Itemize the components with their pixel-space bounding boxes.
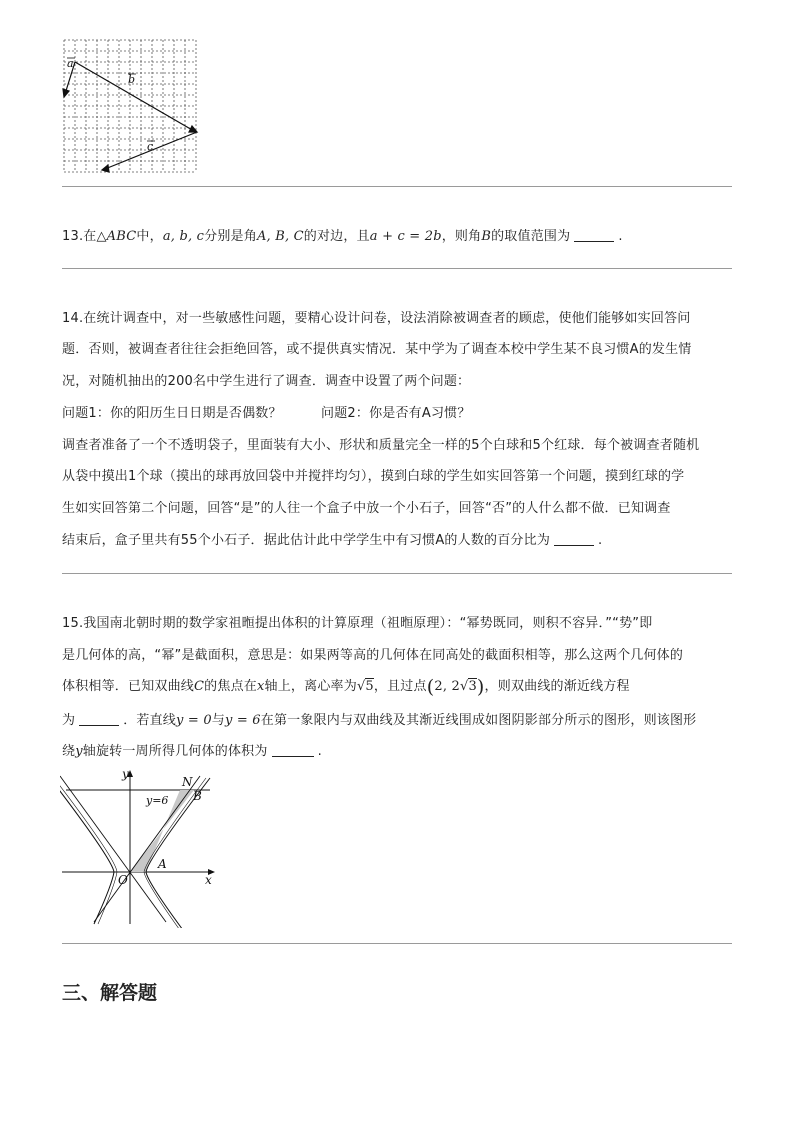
divider <box>62 573 732 574</box>
q14-line: 生如实回答第二个问题，回答“是”的人往一个盒子中放一个小石子，回答“否”的人什么都不做．已知调查 <box>62 501 671 516</box>
q15-line: 为 ．若直线y = 0与y = 6在第一象限内与双曲线及其渐近线围成如图阴影部分所示的图形，则该图形 <box>62 713 697 728</box>
line-y6-label: y=6 <box>146 794 169 807</box>
origin-label: O <box>118 873 128 887</box>
section-heading: 三、解答题 <box>62 982 158 1004</box>
q15-line: 体积相等．已知双曲线C的焦点在x轴上，离心率为√5，且过点(2, 2√3)，则双曲线的渐近线方程 <box>62 676 630 698</box>
answer-blank[interactable] <box>272 744 314 757</box>
q14-line: 14.在统计调查中，对一些敏感性问题，要精心设计问卷，设法消除被调查者的顾虑，使他们能够如实回答问 <box>62 311 691 326</box>
q14-question-2: 问题2：你是否有A习惯？ <box>321 406 471 421</box>
q14-line: 调查者准备了一个不透明袋子，里面装有大小、形状和质量完全一样的5个白球和5个红球．每个被调查者随机 <box>62 438 700 453</box>
answer-blank[interactable] <box>79 713 119 726</box>
divider <box>62 186 732 187</box>
vector-grid-figure <box>58 36 204 176</box>
point-a-label: A <box>158 857 167 871</box>
q15-line: 是几何体的高，“幂”是截面积，意思是：如果两等高的几何体在同高处的截面积相等，那么这两个几何体的 <box>62 648 684 663</box>
q15-line: 绕y轴旋转一周所得几何体的体积为 . <box>62 744 322 759</box>
divider <box>62 268 732 269</box>
q15-line: 15.我国南北朝时期的数学家祖暅提出体积的计算原理（祖暅原理）：“幂势既同，则积不容异．”“势”即 <box>62 616 653 631</box>
vector-a-label: a <box>67 57 74 70</box>
question-13: 13.在△ABC中，a, b, c分别是角A, B, C的对边，且a + c = 2b，则角B的取值范围为 . <box>62 229 623 244</box>
vector-c-label: c <box>147 140 154 153</box>
q14-line: 题．否则，被调查者往往会拒绝回答，或不提供真实情况．某中学为了调查本校中学生某不良习惯A的发生情 <box>62 342 692 357</box>
y-axis-label: y <box>122 767 129 781</box>
point-b-label: B <box>193 789 202 803</box>
q14-line: 结束后，盒子里共有55个小石子．据此估计此中学学生中有习惯A的人数的百分比为 . <box>62 533 603 548</box>
vector-b-label: b <box>128 73 136 86</box>
point-n-label: N <box>182 775 193 789</box>
divider <box>62 943 732 944</box>
hyperbola-figure <box>60 764 222 928</box>
answer-blank[interactable] <box>574 229 614 242</box>
q14-line: 况，对随机抽出的200名中学生进行了调查．调查中设置了两个问题： <box>62 374 471 389</box>
q14-question-1: 问题1：你的阳历生日日期是否偶数？ <box>62 406 282 421</box>
q14-line: 从袋中摸出1个球（摸出的球再放回袋中并搅拌均匀），摸到白球的学生如实回答第一个问题，摸到红球的学 <box>62 469 685 484</box>
q13-number: 13. <box>62 229 84 244</box>
x-axis-label: x <box>205 873 212 887</box>
answer-blank[interactable] <box>554 533 594 546</box>
